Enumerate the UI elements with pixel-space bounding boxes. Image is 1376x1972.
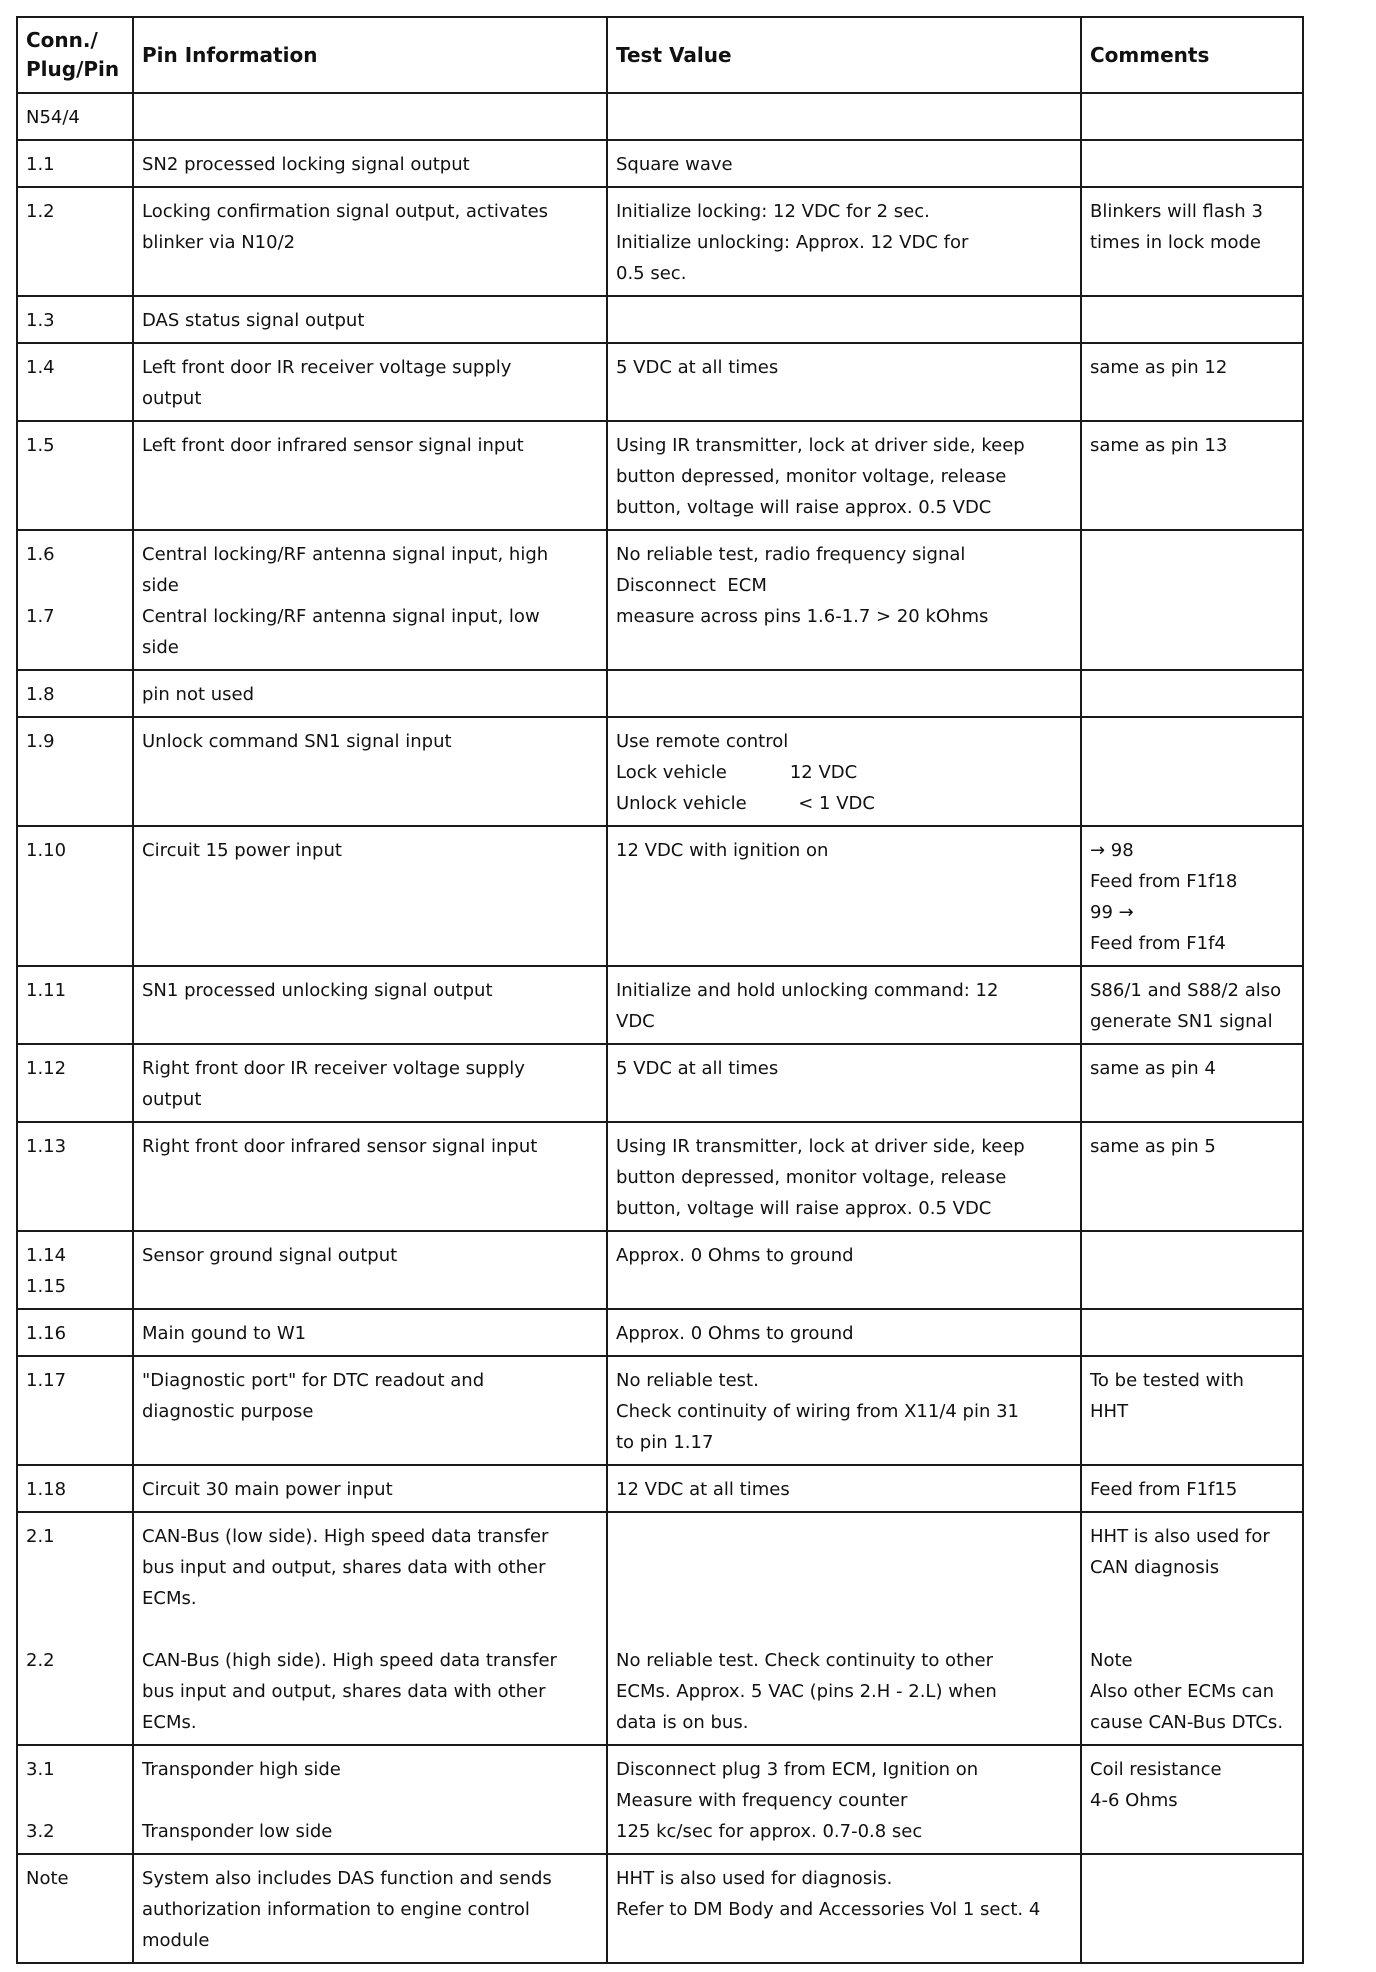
cell-text-line: 1.11 [26,980,67,1001]
cell-text-line: measure across pins 1.6-1.7 > 20 kOhms [616,606,989,627]
table-row [17,1465,1303,1512]
comments-cell [1081,1044,1303,1122]
header-pin-information: Pin Information [133,17,607,93]
cell-text-line: 1.2 [26,201,55,222]
pin-information-cell [133,966,607,1044]
comments-cell [1081,1356,1303,1465]
cell-text-line: 1.4 [26,357,55,378]
conn-plug-pin-cell [17,826,133,966]
cell-text-line: Note [26,1868,69,1889]
cell-text-line: CAN-Bus (low side). High speed data transfer [142,1526,549,1547]
cell-text-line: Refer to DM Body and Accessories Vol 1 sect. 4 [616,1899,1041,1920]
test-value-cell [607,966,1081,1044]
cell-text-line: HHT [1090,1401,1129,1422]
cell-text-line: S86/1 and S88/2 also [1090,980,1282,1001]
cell-text-line: Sensor ground signal output [142,1245,398,1266]
table-row [17,717,1303,826]
comments-cell [1081,187,1303,296]
table-row [17,421,1303,530]
cell-text-line: bus input and output, shares data with other [142,1681,546,1702]
cell-text-line: cause CAN-Bus DTCs. [1090,1712,1284,1733]
test-value-cell [607,530,1081,670]
comments-cell [1081,1854,1303,1963]
conn-plug-pin-cell [17,1512,133,1745]
cell-text-line [616,1521,1072,1552]
cell-text-line: data is on bus. [616,1712,749,1733]
table-row [17,1309,1303,1356]
cell-text-line [26,570,124,601]
conn-plug-pin-cell [17,296,133,343]
cell-text-line: Feed from F1f4 [1090,933,1226,954]
cell-text-line: Central locking/RF antenna signal input, low [142,606,540,627]
cell-text-line: No reliable test. [616,1370,759,1391]
test-value-cell [607,93,1081,140]
pin-information-cell [133,1231,607,1309]
conn-plug-pin-cell [17,717,133,826]
cell-text-line: Square wave [616,154,733,175]
test-value-cell [607,296,1081,343]
pin-information-cell [133,1309,607,1356]
cell-text-line: bus input and output, shares data with other [142,1557,546,1578]
cell-text-line: Main gound to W1 [142,1323,307,1344]
table-row [17,343,1303,421]
cell-text-line: Right front door IR receiver voltage supply [142,1058,525,1079]
cell-text-line: side [142,575,179,596]
comments-cell [1081,1122,1303,1231]
cell-text-line: 4-6 Ohms [1090,1790,1178,1811]
cell-text-line [1090,1614,1294,1645]
cell-text-line: 3.2 [26,1821,55,1842]
cell-text-line: Unlock command SN1 signal input [142,731,452,752]
cell-text-line: Disconnect plug 3 from ECM, Ignition on [616,1759,979,1780]
cell-text-line: same as pin 5 [1090,1136,1216,1157]
cell-text-line: → 98 [1090,840,1134,861]
pin-information-cell [133,530,607,670]
table-header-row [17,17,1303,93]
cell-text-line [26,1552,124,1583]
cell-text-line: 5 VDC at all times [616,357,779,378]
cell-text-line: same as pin 4 [1090,1058,1216,1079]
conn-plug-pin-cell [17,670,133,717]
cell-text-line: 1.6 [26,544,55,565]
conn-plug-pin-cell [17,966,133,1044]
comments-cell [1081,966,1303,1044]
cell-text-line: CAN diagnosis [1090,1557,1220,1578]
cell-text-line [616,1614,1072,1645]
cell-text-line: To be tested with [1090,1370,1244,1391]
test-value-cell [607,421,1081,530]
cell-text-line [616,1583,1072,1614]
cell-text-line: HHT is also used for diagnosis. [616,1868,893,1889]
table-row [17,826,1303,966]
cell-text-line: Use remote control [616,731,789,752]
cell-text-line: CAN-Bus (high side). High speed data transfer [142,1650,557,1671]
test-value-cell [607,1309,1081,1356]
header-conn-plug-pin [17,17,133,93]
pin-information-cell [133,1745,607,1854]
cell-text-line: 1.12 [26,1058,67,1079]
cell-text-line: 0.5 sec. [616,263,687,284]
cell-text-line: Left front door infrared sensor signal input [142,435,524,456]
cell-text-line [1090,1583,1294,1614]
cell-text-line: Right front door infrared sensor signal input [142,1136,538,1157]
cell-text-line: Measure with frequency counter [616,1790,908,1811]
cell-text-line: 1.5 [26,435,55,456]
test-value-cell [607,1356,1081,1465]
cell-text-line: module [142,1930,210,1951]
pin-information-cell [133,1512,607,1745]
conn-plug-pin-cell [17,1044,133,1122]
test-value-cell [607,1122,1081,1231]
cell-text-line: No reliable test. Check continuity to other [616,1650,994,1671]
test-value-cell [607,717,1081,826]
conn-plug-pin-cell [17,530,133,670]
test-value-cell [607,343,1081,421]
cell-text-line: 125 kc/sec for approx. 0.7-0.8 sec [616,1821,923,1842]
pin-assignment-table [16,16,1304,1964]
cell-text-line: button, voltage will raise approx. 0.5 VDC [616,497,992,518]
cell-text-line: ECMs. Approx. 5 VAC (pins 2.H - 2.L) when [616,1681,997,1702]
cell-text-line: button depressed, monitor voltage, release [616,1167,1007,1188]
cell-text-line [616,1552,1072,1583]
cell-text-line: HHT is also used for [1090,1526,1270,1547]
comments-cell [1081,140,1303,187]
pin-information-cell [133,1356,607,1465]
cell-text-line: Circuit 15 power input [142,840,342,861]
table-row [17,1512,1303,1745]
pin-information-cell [133,826,607,966]
cell-text-line: diagnostic purpose [142,1401,314,1422]
cell-text-line [26,1583,124,1614]
conn-plug-pin-cell [17,1465,133,1512]
comments-cell [1081,343,1303,421]
pin-information-cell [133,1465,607,1512]
table-row [17,296,1303,343]
conn-plug-pin-cell [17,343,133,421]
comments-cell [1081,1512,1303,1745]
cell-text-line: generate SN1 signal [1090,1011,1273,1032]
test-value-cell [607,1745,1081,1854]
cell-text-line: Using IR transmitter, lock at driver side, keep [616,435,1025,456]
cell-text-line: 1.7 [26,606,55,627]
test-value-cell [607,826,1081,966]
table-row [17,670,1303,717]
header-test-value: Test Value [607,17,1081,93]
cell-text-line: same as pin 12 [1090,357,1228,378]
cell-text-line: 1.18 [26,1479,67,1500]
header-conn-line-1: Conn./ [26,28,98,52]
pin-information-cell [133,187,607,296]
cell-text-line: 1.9 [26,731,55,752]
cell-text-line [26,1614,124,1645]
test-value-cell [607,1512,1081,1745]
pin-table-sheet [16,16,1304,1964]
comments-cell [1081,1231,1303,1309]
cell-text-line: ECMs. [142,1588,197,1609]
cell-text-line: Coil resistance [1090,1759,1222,1780]
cell-text-line: Approx. 0 Ohms to ground [616,1323,854,1344]
cell-text-line: No reliable test, radio frequency signal [616,544,966,565]
comments-cell [1081,717,1303,826]
cell-text-line: 1.10 [26,840,67,861]
table-row [17,1044,1303,1122]
cell-text-line: 12 VDC with ignition on [616,840,829,861]
test-value-cell [607,140,1081,187]
table-row [17,530,1303,670]
cell-text-line: ECMs. [142,1712,197,1733]
cell-text-line: Transponder high side [142,1759,341,1780]
cell-text-line: Disconnect ECM [616,575,767,596]
cell-text-line: Lock vehicle 12 VDC [616,762,858,783]
pin-information-cell [133,343,607,421]
table-row [17,1745,1303,1854]
conn-plug-pin-cell [17,1231,133,1309]
conn-plug-pin-cell [17,187,133,296]
comments-cell [1081,1465,1303,1512]
table-row [17,1122,1303,1231]
comments-cell [1081,93,1303,140]
comments-cell [1081,296,1303,343]
table-row [17,966,1303,1044]
pin-information-cell [133,1854,607,1963]
cell-text-line: pin not used [142,684,255,705]
pin-information-cell [133,1044,607,1122]
cell-text-line: Note [1090,1650,1133,1671]
cell-text-line: blinker via N10/2 [142,232,296,253]
cell-text-line: 5 VDC at all times [616,1058,779,1079]
test-value-cell [607,1854,1081,1963]
cell-text-line: 1.17 [26,1370,67,1391]
cell-text-line [142,1614,598,1645]
cell-text-line: 1.14 [26,1245,67,1266]
pin-information-cell [133,717,607,826]
comments-cell [1081,1745,1303,1854]
pin-information-cell [133,93,607,140]
cell-text-line: Approx. 0 Ohms to ground [616,1245,854,1266]
cell-text-line: 2.2 [26,1650,55,1671]
test-value-cell [607,670,1081,717]
cell-text-line: 99 → [1090,902,1134,923]
cell-text-line: Transponder low side [142,1821,333,1842]
cell-text-line: 12 VDC at all times [616,1479,790,1500]
cell-text-line: Locking confirmation signal output, activates [142,201,549,222]
cell-text-line: times in lock mode [1090,232,1261,253]
cell-text-line: 1.15 [26,1276,67,1297]
cell-text-line: button, voltage will raise approx. 0.5 VDC [616,1198,992,1219]
test-value-cell [607,1231,1081,1309]
cell-text-line: button depressed, monitor voltage, release [616,466,1007,487]
conn-plug-pin-cell [17,1854,133,1963]
cell-text-line: 1.1 [26,154,55,175]
comments-cell [1081,530,1303,670]
comments-cell [1081,826,1303,966]
conn-plug-pin-cell [17,1122,133,1231]
conn-plug-pin-cell [17,1356,133,1465]
table-row [17,1231,1303,1309]
cell-text-line: Also other ECMs can [1090,1681,1275,1702]
cell-text-line: Feed from F1f18 [1090,871,1238,892]
cell-text-line: Central locking/RF antenna signal input, high [142,544,549,565]
cell-text-line: Check continuity of wiring from X11/4 pin 31 [616,1401,1020,1422]
comments-cell [1081,421,1303,530]
conn-plug-pin-cell [17,1745,133,1854]
cell-text-line: side [142,637,179,658]
cell-text-line: SN1 processed unlocking signal output [142,980,493,1001]
cell-text-line: VDC [616,1011,655,1032]
pin-information-cell [133,140,607,187]
cell-text-line [26,1785,124,1816]
pin-information-cell [133,1122,607,1231]
cell-text-line: Unlock vehicle < 1 VDC [616,793,875,814]
cell-text-line: 2.1 [26,1526,55,1547]
pin-information-cell [133,421,607,530]
comments-cell [1081,1309,1303,1356]
pin-information-cell [133,670,607,717]
cell-text-line: Blinkers will flash 3 [1090,201,1263,222]
cell-text-line: Feed from F1f15 [1090,1479,1238,1500]
cell-text-line: N54/4 [26,107,80,128]
cell-text-line: Initialize and hold unlocking command: 12 [616,980,999,1001]
cell-text-line: to pin 1.17 [616,1432,714,1453]
test-value-cell [607,1044,1081,1122]
table-row [17,93,1303,140]
cell-text-line: 3.1 [26,1759,55,1780]
cell-text-line: SN2 processed locking signal output [142,154,470,175]
cell-text-line: 1.16 [26,1323,67,1344]
cell-text-line: Left front door IR receiver voltage supply [142,357,512,378]
cell-text-line: output [142,1089,202,1110]
cell-text-line: Circuit 30 main power input [142,1479,393,1500]
comments-cell [1081,670,1303,717]
conn-plug-pin-cell [17,1309,133,1356]
cell-text-line: authorization information to engine control [142,1899,530,1920]
test-value-cell [607,1465,1081,1512]
cell-text-line [142,1785,598,1816]
cell-text-line: Initialize unlocking: Approx. 12 VDC for [616,232,969,253]
pin-information-cell [133,296,607,343]
cell-text-line: DAS status signal output [142,310,365,331]
test-value-cell [607,187,1081,296]
cell-text-line: Initialize locking: 12 VDC for 2 sec. [616,201,930,222]
cell-text-line: "Diagnostic port" for DTC readout and [142,1370,485,1391]
table-row [17,1854,1303,1963]
cell-text-line: same as pin 13 [1090,435,1228,456]
cell-text-line: 1.13 [26,1136,67,1157]
cell-text-line: output [142,388,202,409]
conn-plug-pin-cell [17,140,133,187]
header-conn-line-2: Plug/Pin [26,57,120,81]
table-row [17,187,1303,296]
cell-text-line: 1.3 [26,310,55,331]
cell-text-line: System also includes DAS function and sends [142,1868,552,1889]
conn-plug-pin-cell [17,93,133,140]
cell-text-line: 1.8 [26,684,55,705]
conn-plug-pin-cell [17,421,133,530]
table-row [17,140,1303,187]
cell-text-line: Using IR transmitter, lock at driver side, keep [616,1136,1025,1157]
table-row [17,1356,1303,1465]
header-comments: Comments [1081,17,1303,93]
